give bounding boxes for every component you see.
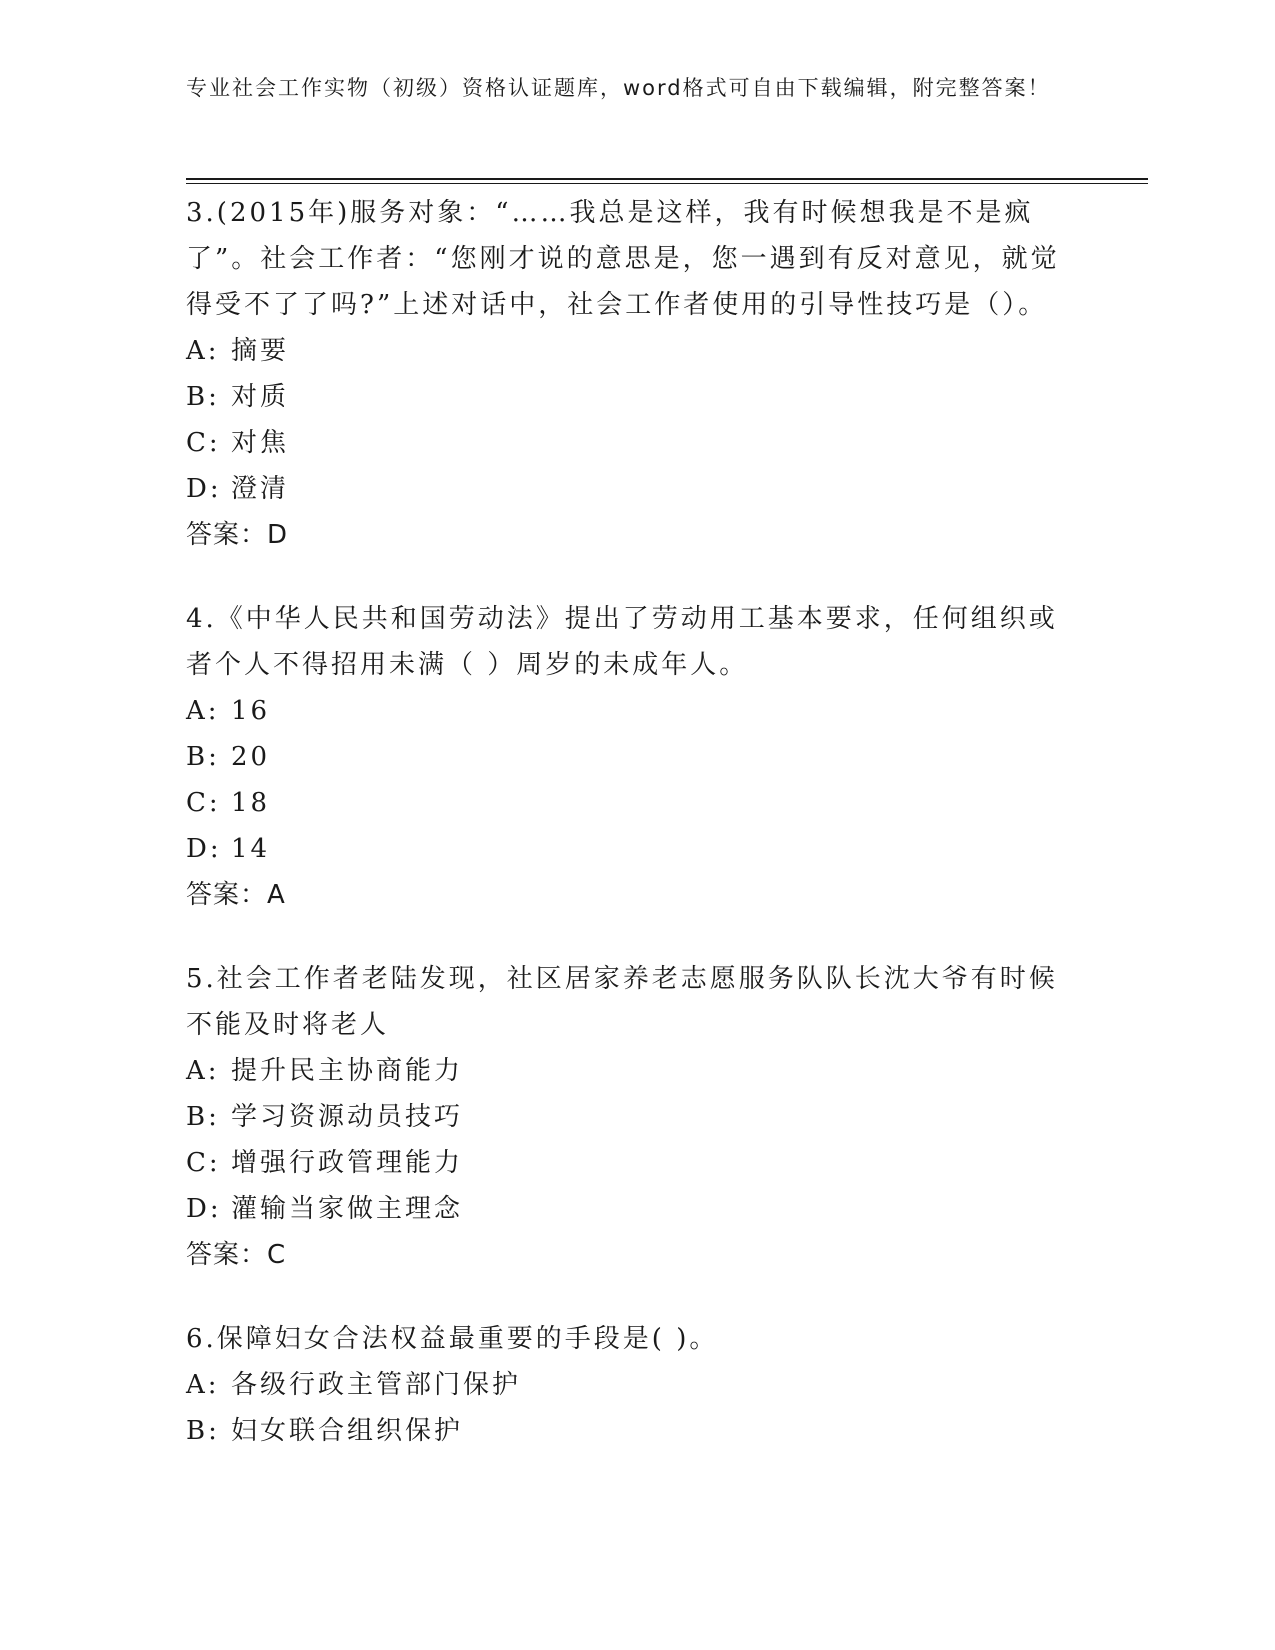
question-stem: 5.社会工作者老陆发现，社区居家养老志愿服务队队长沈大爷有时候不能及时将老人 [186, 964, 1058, 1040]
option-c [186, 420, 1076, 466]
option-d [186, 826, 1076, 872]
header-divider-thin [186, 183, 1148, 184]
option-text: 18 [231, 788, 271, 818]
option-letter: C: [186, 428, 221, 458]
option-c [186, 780, 1076, 826]
header-divider-thick [186, 178, 1148, 180]
question-4 [186, 596, 1076, 918]
option-d [186, 1186, 1076, 1232]
option-text: 澄清 [231, 474, 290, 504]
option-text: 妇女联合组织保护 [231, 1416, 464, 1446]
option-letter: D: [186, 1194, 222, 1224]
question-stem: 6.保障妇女合法权益最重要的手段是( )。 [186, 1324, 719, 1354]
option-letter: B: [186, 382, 220, 412]
option-text: 摘要 [231, 336, 290, 366]
question-stem: 4.《中华人民共和国劳动法》提出了劳动用工基本要求，任何组织或者个人不得招用未满（ ）周岁的未成年人。 [186, 604, 1058, 680]
option-b [186, 1094, 1076, 1140]
option-a [186, 328, 1076, 374]
option-letter: B: [186, 742, 220, 772]
option-text: 20 [231, 742, 271, 772]
option-letter: A: [186, 1056, 220, 1086]
option-letter: B: [186, 1416, 220, 1446]
question-5 [186, 956, 1076, 1278]
question-3 [186, 190, 1076, 558]
option-a [186, 688, 1076, 734]
option-letter: D: [186, 474, 222, 504]
option-letter: C: [186, 788, 221, 818]
option-text: 14 [231, 834, 271, 864]
option-c [186, 1140, 1076, 1186]
option-letter: D: [186, 834, 222, 864]
option-text: 灌输当家做主理念 [231, 1194, 464, 1224]
answer-line: 答案：D [186, 520, 289, 550]
option-letter: A: [186, 1370, 220, 1400]
option-letter: C: [186, 1148, 221, 1178]
option-letter: A: [186, 696, 220, 726]
option-d [186, 466, 1076, 512]
answer-line: 答案：A [186, 880, 286, 910]
option-text: 各级行政主管部门保护 [231, 1370, 522, 1400]
option-letter: B: [186, 1102, 220, 1132]
answer-line: 答案：C [186, 1240, 287, 1270]
question-stem: 3.(2015年)服务对象：“……我总是这样，我有时候想我是不是疯了”。社会工作者：“您刚才说的意思是，您一遇到有反对意见，就觉得受不了了吗?”上述对话中，社会工作者使用的引导性技巧是（）。 [186, 198, 1060, 320]
option-text: 学习资源动员技巧 [231, 1102, 464, 1132]
option-b [186, 1408, 1076, 1454]
option-text: 对质 [231, 382, 290, 412]
option-a [186, 1048, 1076, 1094]
option-text: 16 [231, 696, 271, 726]
option-text: 提升民主协商能力 [231, 1056, 464, 1086]
document-header: 专业社会工作实物（初级）资格认证题库，word格式可自由下载编辑，附完整答案！ [186, 76, 1051, 100]
option-letter: A: [186, 336, 220, 366]
option-text: 对焦 [231, 428, 290, 458]
option-text: 增强行政管理能力 [231, 1148, 464, 1178]
question-6 [186, 1316, 1076, 1454]
question-list [186, 190, 1076, 1492]
option-b [186, 734, 1076, 780]
option-a [186, 1362, 1076, 1408]
option-b [186, 374, 1076, 420]
